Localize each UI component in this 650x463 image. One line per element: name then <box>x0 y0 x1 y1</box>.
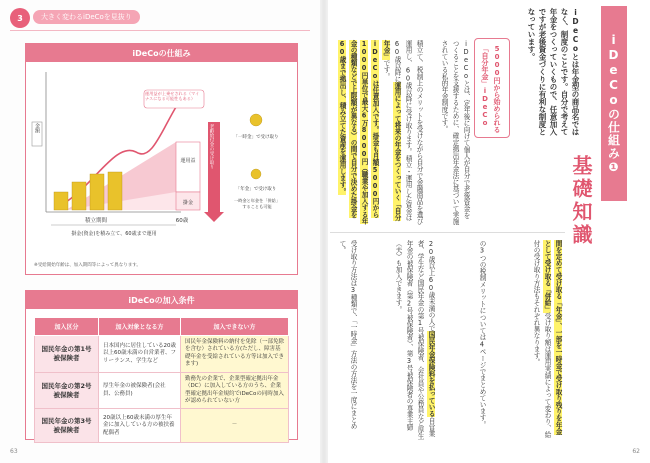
box1-footnote: ※受給開始年齢は、加入期間等によって異なります。 <box>34 263 141 268</box>
header-who: 加入対象となる方 <box>99 318 181 336</box>
chapter-badge: 3 <box>10 8 30 28</box>
section-banner <box>601 6 627 201</box>
table-row <box>35 409 289 443</box>
pension-coin-icon <box>251 169 261 179</box>
subheading-text: 5000円から始められる「自分年金」iDeCo <box>481 45 501 133</box>
highlight-receive-methods: 間を定めて受け取る「年金」、一部を一時金で受け取り残りを年金として受け取る「併給」 <box>543 240 562 435</box>
lead-text: iDeCoとは年金型の商品名ではなく、制度のことです。自分で考えて年金をつくっていくもので、任意加入ですが老後資金づくりに有利な制度となっています。 <box>527 8 580 136</box>
operating-profit-box <box>176 142 200 192</box>
conditions-box <box>25 290 298 440</box>
age-60-label: 60歳 <box>175 218 189 224</box>
highlight-national-pension: 国民年金保険料を払っている <box>427 331 435 418</box>
row-cannot: － <box>181 409 289 443</box>
section-banner-text: iDeCoの仕組み❶ <box>606 32 621 175</box>
operating-profit-label: 運用益 <box>180 158 196 164</box>
row-category: 国民年金の第1号被保険者 <box>35 336 99 373</box>
mechanism-box-title: iDeCoの仕組み <box>26 44 297 62</box>
table-row <box>35 336 289 373</box>
body-lower-4: 受け取り方法は3種類で、「一時金」方法の方法を一度にまとめて。 <box>338 240 357 430</box>
row-cannot: 国民年金保険料の納付を免除（一部免除を含む）されている方(ただし、障害基礎年金を受給されている方等は加入できます) <box>181 336 289 373</box>
body-upper-1: iDeCoとは、定年後に向けて個人が自分で老後資金をつくることを支援するために、確定拠出年金法に基づいて実施されている私的年金制度です。 <box>440 40 470 225</box>
row-cannot: 勤務先の企業で、企業型確定拠出年金（DC）に加入している方のうち、企業型確定拠出年金規約でiDeCoの同時加入が認められていない方 <box>181 372 289 409</box>
mechanism-diagram <box>26 62 297 274</box>
subheading-callout <box>474 38 510 138</box>
header-category: 加入区分 <box>35 318 99 336</box>
principal-label: 掛金 <box>182 200 194 206</box>
conditions-table <box>34 317 289 443</box>
page-title: 基礎知識 <box>569 155 593 247</box>
body-upper-2: 積立て、税制上のメリットを受けながら自分で金融商品を選び運用し、60歳以降に受け取ります。積立・運用した資金は60歳以降に運用によって将来の年金をつくっていく「自分年金」です。 <box>382 40 423 225</box>
accumulate-period-label: 積立期間 <box>84 218 108 224</box>
mechanism-box <box>25 43 298 275</box>
lump-sum-coin-icon <box>250 114 262 126</box>
table-row <box>35 372 289 409</box>
row-category: 国民年金の第2号被保険者 <box>35 372 99 409</box>
table-header-row <box>35 318 289 336</box>
highlight-own-pension: 運用によって将来の年金をつくっていく「自分年金」 <box>382 40 401 222</box>
receive-arrowhead <box>204 212 224 222</box>
header-divider <box>10 30 310 31</box>
row-who: 厚生年金の被保険者(会社員、公務員) <box>99 372 181 409</box>
conditions-box-title: iDeCoの加入条件 <box>26 291 297 309</box>
body-lower-1: 20歳以上60歳未満の人で国民年金保険料を払っている自営業者、学生など国民年金の第1号被保険者、会社員や公務員など厚生年金の被保険者（第2号被保険者）、第3号被保険者の専業主婦（夫）も加入できます。 <box>394 240 435 440</box>
right-page-number: 62 <box>632 448 640 455</box>
header-cannot: 加入できない方 <box>181 318 289 336</box>
combo-label: 一時金と年金を「併給」することも可能 <box>233 198 281 209</box>
page-gutter <box>320 0 328 463</box>
row-who: 20歳以上60歳未満の厚生年金に加入している方の被扶養配偶者 <box>99 409 181 443</box>
row-category: 国民年金の第3号被保険者 <box>35 409 99 443</box>
lump-sum-label: 「一時金」で受け取り <box>233 135 279 140</box>
pension-label: 「年金」で受け取り <box>235 187 277 192</box>
column-divider <box>330 232 565 233</box>
left-page-number: 63 <box>10 448 18 455</box>
receive-period-label: 老齢給付金の受け取り <box>209 124 214 169</box>
chapter-title: 大きく変わるiDeCoを見抜り <box>33 10 140 24</box>
body-lower-3: の3つの税制メリットについては4ページでまとめています。 <box>478 240 486 428</box>
body-lower-2: 間を定めて受け取る「年金」、一部を一時金で受け取り残りを年金として受け取る「併給」受け取り額は運用実績によって変わり、給付の受け取り方法もそれぞれ異なります。 <box>532 240 562 439</box>
body-upper-4: iDeCoは任意加入です。掛金も月額5000円から1000円単位で最大6万8000円（職業や加入する年金の種類などで上限額が異なる）の間で自分で決めた掛金を60歳まで拠出し、積み立てた資産を運用します。 <box>338 40 379 225</box>
accumulate-note: 掛金(資金)を積み立て、60歳まで運用 <box>71 231 157 237</box>
tax-note: 運用益が上乗せされる（マイナスになる可能性もある） <box>145 91 200 101</box>
amount-axis-label: 金額 <box>34 123 40 133</box>
row-who: 日本国内に居住している20歳以上60歳未満の自営業者、フリーランス、学生など <box>99 336 181 373</box>
